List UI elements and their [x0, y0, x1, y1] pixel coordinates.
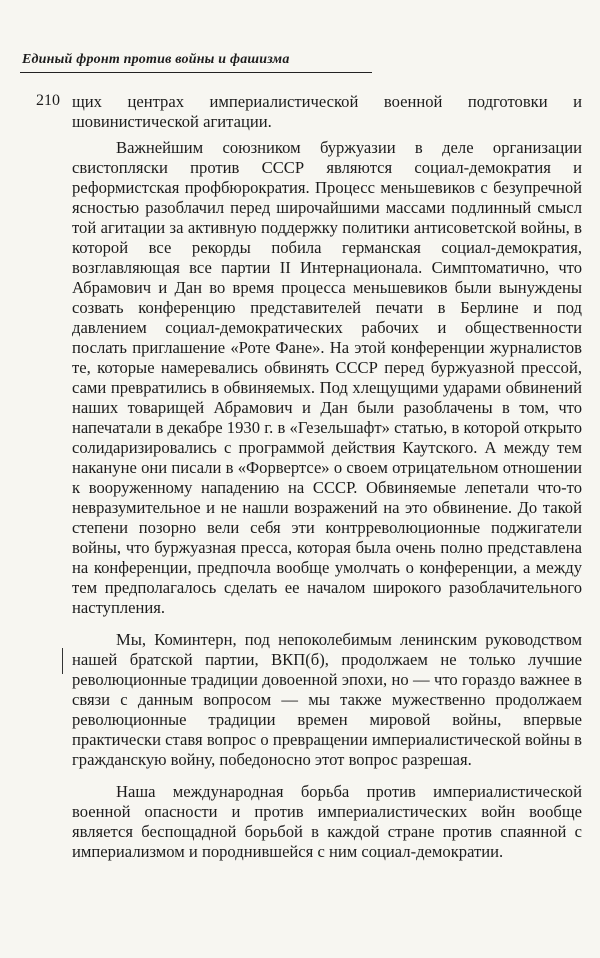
body-text — [72, 92, 582, 862]
page-number: 210 — [36, 92, 60, 109]
running-header: Единый фронт против войны и фашизма — [22, 52, 290, 67]
paragraph-comintern: Мы, Коминтерн, под непоколебимым ленинским руководством нашей братской партии, ВКП(б), продолжаем не только лучшие революционные традиции довоенной эпохи, но — что гораздо важнее в связи с данным вопросом — мы также мужественно продолжаем революционные традиции времен мировой войны, впервые практически ставя вопрос о превращении империалистической войны в гражданскую войну, победоносно этот вопрос разрешая. — [72, 630, 582, 769]
header-rule — [20, 72, 372, 73]
paragraph-continuation: щих центрах империалистической военной подготовки и шовинистической агитации. — [72, 92, 582, 131]
paragraph-social-democracy: Важнейшим союзником буржуазии в деле организации свистопляски против СССР являются социал-демократия и реформистская профбюрократия. Процесс меньшевиков с безупречной ясностью разоблачил перед широчайшими массами подлинный смысл той агитации за активную поддержку политики антисоветской войны, в которой все рекорды побила германская социал-демократия, возглавляющая все партии II Интернационала. Симптоматично, что Абрамович и Дан во время процесса меньшевиков были вынуждены созвать конференцию представителей печати в Берлине и под давлением социал-демократических рабочих и общественности послать приглашение «Роте Фане». На этой конференции журналистов те, которые намеревались обвинять СССР перед буржуазной прессой, сами превратились в обвиняемых. Под хлещущими ударами обвинений наших товарищей Абрамович и Дан были разоблачены в том, что напечатали в декабре 1930 г. в «Гезельшафт» статью, в которой открыто солидаризировались с программой действия Каутского. А между тем накануне они писали в «Форвертсе» о своем отрицательном отношении к вооруженному нападению на СССР. Обвиняемые лепетали что-то невразумительное и не нашли возражений на это обвинение. До такой степени позорно вели себя эти контрреволюционные поджигатели войны, что буржуазная пресса, которая была очень полно представлена на конференции, предпочла вообще умолчать о конференции, а между тем предполагалось сделать ее началом широкого разоблачительного наступления. — [72, 138, 582, 617]
margin-mark — [62, 648, 63, 674]
paragraph-struggle: Наша международная борьба против империалистической военной опасности и против империалистических войн вообще является беспощадной борьбой в каждой стране против спаянной с империализмом и породнившейся с ним социал-демократии. — [72, 782, 582, 861]
